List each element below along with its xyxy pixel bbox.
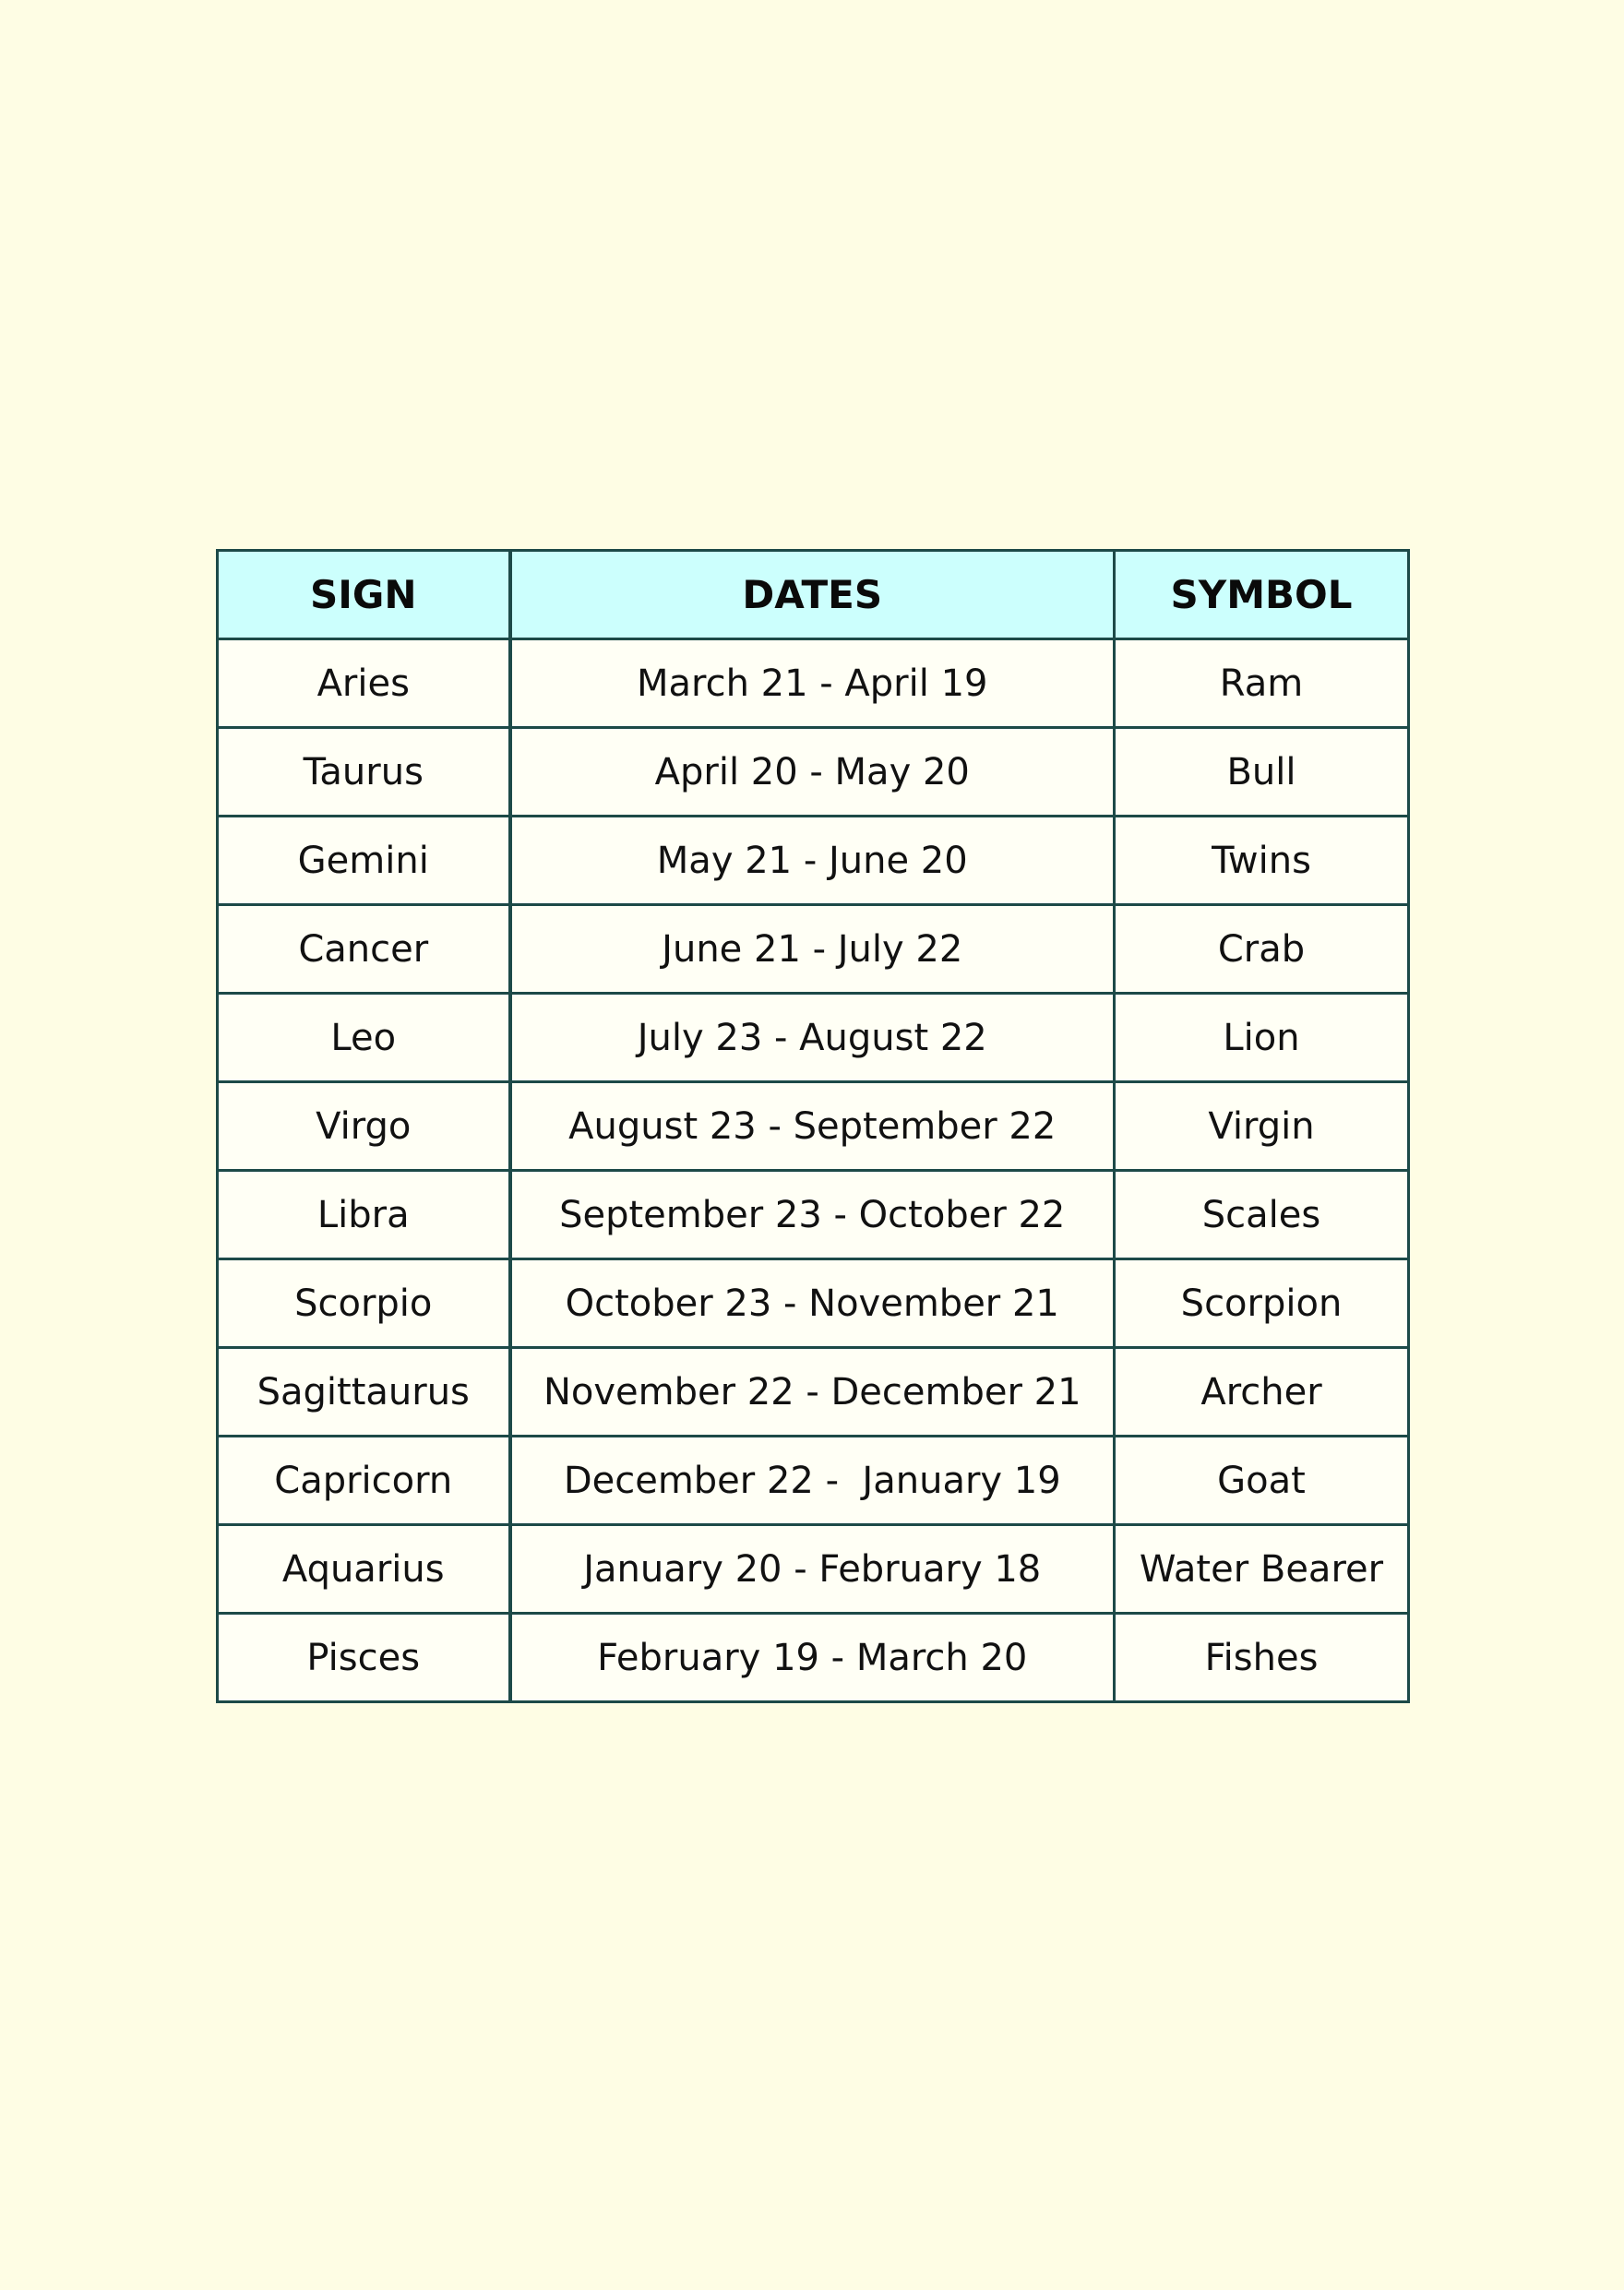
sign-cell: Aquarius xyxy=(218,1525,510,1614)
header-row xyxy=(218,551,1409,639)
sign-cell: Leo xyxy=(218,994,510,1082)
table-row xyxy=(218,1171,1409,1259)
sign-cell: Taurus xyxy=(218,728,510,817)
symbol-cell: Scales xyxy=(1115,1171,1409,1259)
header-sign: SIGN xyxy=(218,551,510,639)
symbol-cell: Bull xyxy=(1115,728,1409,817)
table-row xyxy=(218,994,1409,1082)
table-row xyxy=(218,905,1409,994)
symbol-cell: Lion xyxy=(1115,994,1409,1082)
dates-cell: November 22 - December 21 xyxy=(510,1348,1115,1437)
table-row xyxy=(218,1525,1409,1614)
sign-cell: Libra xyxy=(218,1171,510,1259)
table-row xyxy=(218,1082,1409,1171)
symbol-cell: Goat xyxy=(1115,1437,1409,1525)
symbol-cell: Ram xyxy=(1115,639,1409,728)
symbol-cell: Water Bearer xyxy=(1115,1525,1409,1614)
sign-cell: Aries xyxy=(218,639,510,728)
table-body xyxy=(218,639,1409,1702)
dates-cell: February 19 - March 20 xyxy=(510,1614,1115,1702)
dates-cell: May 21 - June 20 xyxy=(510,817,1115,905)
symbol-cell: Scorpion xyxy=(1115,1259,1409,1348)
dates-cell: April 20 - May 20 xyxy=(510,728,1115,817)
table-row xyxy=(218,639,1409,728)
header-dates: DATES xyxy=(510,551,1115,639)
sign-cell: Pisces xyxy=(218,1614,510,1702)
header-symbol: SYMBOL xyxy=(1115,551,1409,639)
dates-cell: August 23 - September 22 xyxy=(510,1082,1115,1171)
dates-cell: June 21 - July 22 xyxy=(510,905,1115,994)
dates-cell: September 23 - October 22 xyxy=(510,1171,1115,1259)
dates-cell: July 23 - August 22 xyxy=(510,994,1115,1082)
symbol-cell: Crab xyxy=(1115,905,1409,994)
sign-cell: Sagittaurus xyxy=(218,1348,510,1437)
table-row xyxy=(218,1348,1409,1437)
table-row xyxy=(218,1614,1409,1702)
zodiac-table xyxy=(216,549,1410,1703)
symbol-cell: Archer xyxy=(1115,1348,1409,1437)
sign-cell: Scorpio xyxy=(218,1259,510,1348)
symbol-cell: Virgin xyxy=(1115,1082,1409,1171)
sign-cell: Cancer xyxy=(218,905,510,994)
sign-cell: Virgo xyxy=(218,1082,510,1171)
sign-cell: Capricorn xyxy=(218,1437,510,1525)
table-row xyxy=(218,1437,1409,1525)
symbol-cell: Fishes xyxy=(1115,1614,1409,1702)
table-row xyxy=(218,817,1409,905)
symbol-cell: Twins xyxy=(1115,817,1409,905)
table-header xyxy=(218,551,1409,639)
table-row xyxy=(218,1259,1409,1348)
dates-cell: January 20 - February 18 xyxy=(510,1525,1115,1614)
dates-cell: December 22 - January 19 xyxy=(510,1437,1115,1525)
dates-cell: October 23 - November 21 xyxy=(510,1259,1115,1348)
sign-cell: Gemini xyxy=(218,817,510,905)
table-row xyxy=(218,728,1409,817)
dates-cell: March 21 - April 19 xyxy=(510,639,1115,728)
